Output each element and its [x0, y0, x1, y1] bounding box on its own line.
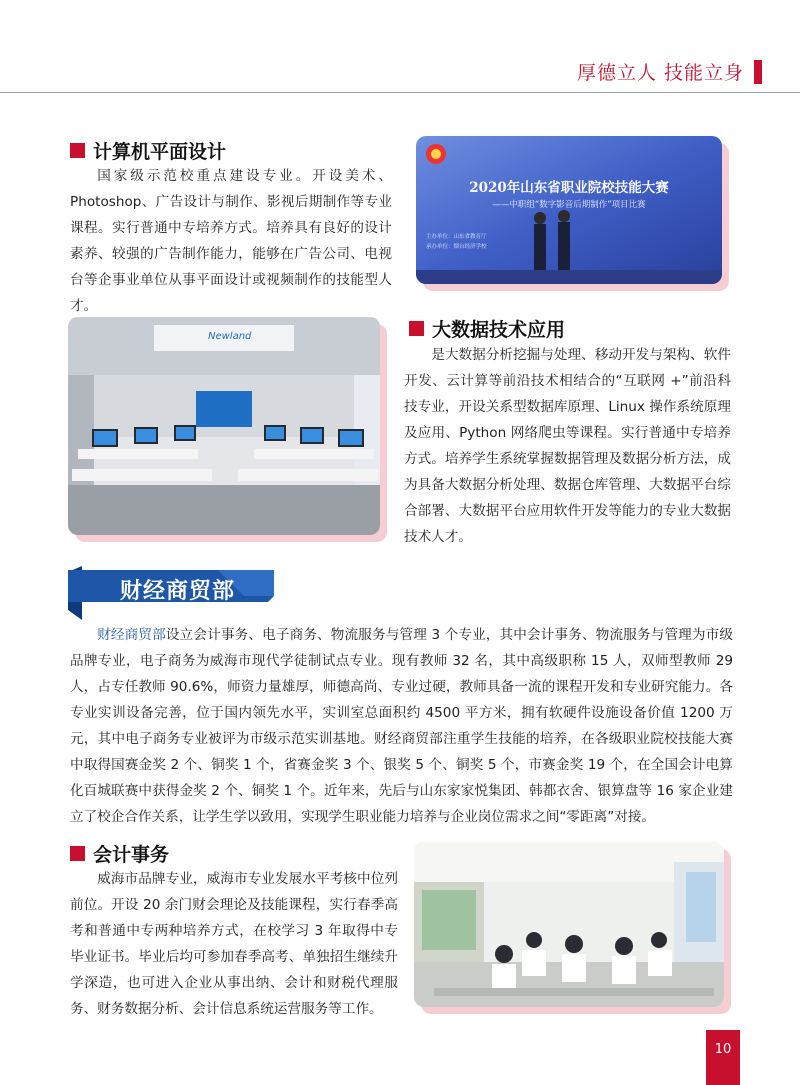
competition-banner-title: 2020年山东省职业院校技能大赛	[469, 180, 669, 196]
section-square-icon	[409, 321, 424, 336]
header-divider	[0, 92, 800, 93]
competition-host: 承办单位：烟台经济学校	[426, 244, 487, 250]
section-title-text: 计算机平面设计	[93, 141, 227, 163]
section-title-accounting	[70, 840, 169, 867]
department-intro-paragraph	[70, 622, 733, 830]
department-label: 财经商贸部	[120, 579, 236, 604]
lab-brand-sign: Newland	[208, 331, 252, 342]
accounting-paragraph: 威海市品牌专业，威海市专业发展水平考核中位列前位。开设 20 余门财会理论及技能课程，实行春季高考和普通中专两种培养方式，在校学习 3 年取得中专毕业证书。毕业后均可参加春季高考、单独招生继续升学深造，也可进入企业从事出纳、会计和财税代理服务、财务数据分析、会计信息系统运营服务等工作。	[70, 871, 398, 1017]
section-square-icon	[70, 846, 85, 861]
competition-banner-subtitle: ——中职组“数字影音后期制作”项目比赛	[492, 200, 646, 210]
section-square-icon	[70, 143, 85, 158]
section-title-big-data	[409, 315, 565, 342]
section-title-text: 会计事务	[93, 844, 170, 866]
computer-lab-photo	[68, 317, 380, 535]
section-title-graphic-design	[70, 137, 226, 164]
accounting-classroom-photo	[414, 842, 724, 1007]
department-name-highlight: 财经商贸部	[97, 627, 166, 643]
big-data-paragraph: 是大数据分析挖掘与处理、移动开发与架构、软件开发、云计算等前沿技术相结合的“互联网 +”前沿科技专业，开设关系型数据库原理、Linux 操作系统原理及应用、Python 网络爬虫等课程。实行普通中专培养方式。培养学生系统掌握数据管理及数据分析方法，成为具备大数据分析处理、数据仓库管理、大数据平台综合部署、大数据平台应用软件开发等能力的专业大数据技术人才。	[404, 347, 731, 545]
graphic-design-paragraph: 国家级示范校重点建设专业。开设美术、Photoshop、广告设计与制作、影视后期制作等专业课程。实行普通中专培养方式。培养具有良好的设计素养、较强的广告制作能力，能够在广告公司、电视台等企事业单位从事平面设计或视频制作的技能型人才。	[70, 168, 392, 314]
competition-photo	[416, 136, 722, 284]
page-number: 10	[706, 1030, 740, 1085]
department-intro-text: 设立会计事务、电子商务、物流服务与管理 3 个专业，其中会计事务、物流服务与管理为市级品牌专业，电子商务为威海市现代学徒制试点专业。现有教师 32 名，其中高级职称 15 人，双师型教师 29 人，占专任教师 90.6%，师资力量雄厚，师德高尚、专业过硬，教师具备一流的课程开发和专业研究能力。各专业实训设备完善，位于国内领先水平，实训室总面积约 4500 平方米，拥有软硬件设施设备价值 1200 万元，其中电子商务专业被评为市级示范实训基地。财经商贸部注重学生技能的培养，在各级职业院校技能大赛中取得国赛金奖 2 个、铜奖 1 个，省赛金奖 3 个、银奖 5 个、铜奖 5 个，市赛金奖 19 个，在全国会计电算化百城联赛中获得金奖 2 个、铜奖 1 个。近年来，先后与山东家家悦集团、韩都衣舍、银算盘等 16 家企业建立了校企合作关系，让学生学以致用，实现学生职业能力培养与企业岗位需求之间“零距离”对接。	[70, 627, 734, 825]
motto-accent-bar	[754, 60, 762, 84]
section-title-text: 大数据技术应用	[432, 319, 566, 341]
competition-organizer: 主办单位：山东省教育厅	[426, 234, 487, 240]
page-motto: 厚德立人 技能立身	[576, 62, 744, 84]
